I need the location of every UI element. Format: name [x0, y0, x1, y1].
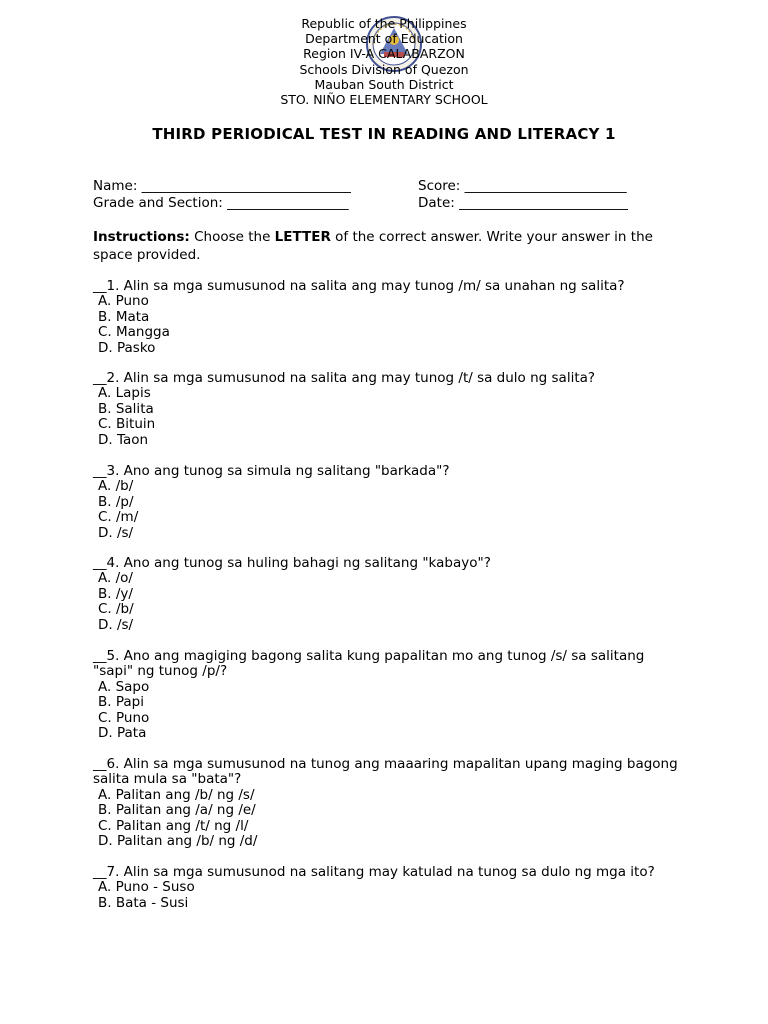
instructions — [93, 228, 673, 264]
header-line-school: STO. NIÑO ELEMENTARY SCHOOL — [280, 92, 488, 108]
option-a: A. Lapis — [98, 385, 151, 402]
question-stem: __7. Alin sa mga sumusunod na salitang may katulad na tunog sa dulo ng mga ito? — [93, 864, 655, 880]
question-2 — [93, 371, 683, 448]
option-d: D. Pasko — [98, 339, 156, 356]
test-title: THIRD PERIODICAL TEST IN READING AND LITERACY 1 — [152, 125, 616, 143]
option-d: D. Taon — [98, 431, 149, 448]
option-d: D. /s/ — [98, 524, 134, 541]
question-3 — [93, 464, 683, 541]
grade-section-field[interactable]: Grade and Section: __________________ — [93, 195, 349, 211]
question-stem: __2. Alin sa mga sumusunod na salita ang may tunog /t/ sa dulo ng salita? — [93, 370, 596, 386]
option-c: C. Bituin — [98, 416, 156, 433]
option-d: D. Pata — [98, 725, 147, 742]
question-stem: __3. Ano ang tunog sa simula ng salitang "barkada"? — [93, 463, 450, 479]
header-line-region: Region IV-A CALABARZON — [303, 46, 465, 62]
option-c: C. Puno — [98, 709, 150, 726]
option-b: B. Papi — [98, 694, 144, 711]
school-header — [0, 16, 768, 107]
header-line-district: Mauban South District — [314, 76, 454, 92]
option-b: B. /p/ — [98, 493, 134, 510]
question-stem: __1. Alin sa mga sumusunod na salita ang may tunog /m/ sa unahan ng salita? — [93, 278, 625, 294]
option-b: B. Mata — [98, 308, 150, 325]
option-c: C. /b/ — [98, 601, 134, 618]
question-4 — [93, 556, 683, 633]
option-b: B. Palitan ang /a/ ng /e/ — [98, 802, 256, 819]
name-field[interactable]: Name: _______________________________ — [93, 178, 351, 194]
option-a: A. Palitan ang /b/ ng /s/ — [98, 786, 255, 803]
score-field[interactable]: Score: ________________________ — [418, 178, 627, 194]
option-c: C. Mangga — [98, 324, 170, 341]
instructions-label: Instructions: — [93, 229, 190, 245]
instructions-text-1: Choose the — [189, 229, 275, 245]
instructions-text-2: of the correct answer. Write your answer in the space provided. — [93, 229, 653, 263]
option-b: B. /y/ — [98, 585, 133, 602]
option-d: D. Palitan ang /b/ ng /d/ — [98, 833, 258, 850]
question-stem: __6. Alin sa mga sumusunod na tunog ang maaaring mapalitan upang maging bagong salita mula sa "bata"? — [93, 756, 678, 788]
header-line-republic: Republic of the Philippines — [301, 16, 467, 31]
option-c: C. /m/ — [98, 509, 139, 526]
question-stem: __4. Ano ang tunog sa huling bahagi ng salitang "kabayo"? — [93, 555, 491, 571]
option-a: A. Sapo — [98, 678, 150, 695]
option-a: A. /o/ — [98, 570, 133, 587]
question-1 — [93, 279, 683, 356]
option-a: A. /b/ — [98, 478, 134, 495]
date-field[interactable]: Date: _________________________ — [418, 195, 628, 211]
header-line-division: Schools Division of Quezon — [299, 61, 469, 77]
question-stem: __5. Ano ang magiging bagong salita kung papalitan mo ang tunog /s/ sa salitang "sapi" ng tunog /p/? — [93, 648, 645, 680]
option-d: D. /s/ — [98, 616, 134, 633]
option-c: C. Palitan ang /t/ ng /l/ — [98, 817, 249, 834]
instructions-bold-word: LETTER — [274, 229, 331, 245]
option-b: B. Bata - Susi — [98, 894, 189, 911]
question-6 — [93, 757, 683, 849]
question-5 — [93, 649, 683, 741]
option-b: B. Salita — [98, 400, 154, 417]
option-a: A. Puno — [98, 293, 149, 310]
header-line-department: Department of Education — [305, 31, 463, 47]
option-a: A. Puno - Suso — [98, 879, 195, 896]
question-7 — [93, 865, 683, 911]
